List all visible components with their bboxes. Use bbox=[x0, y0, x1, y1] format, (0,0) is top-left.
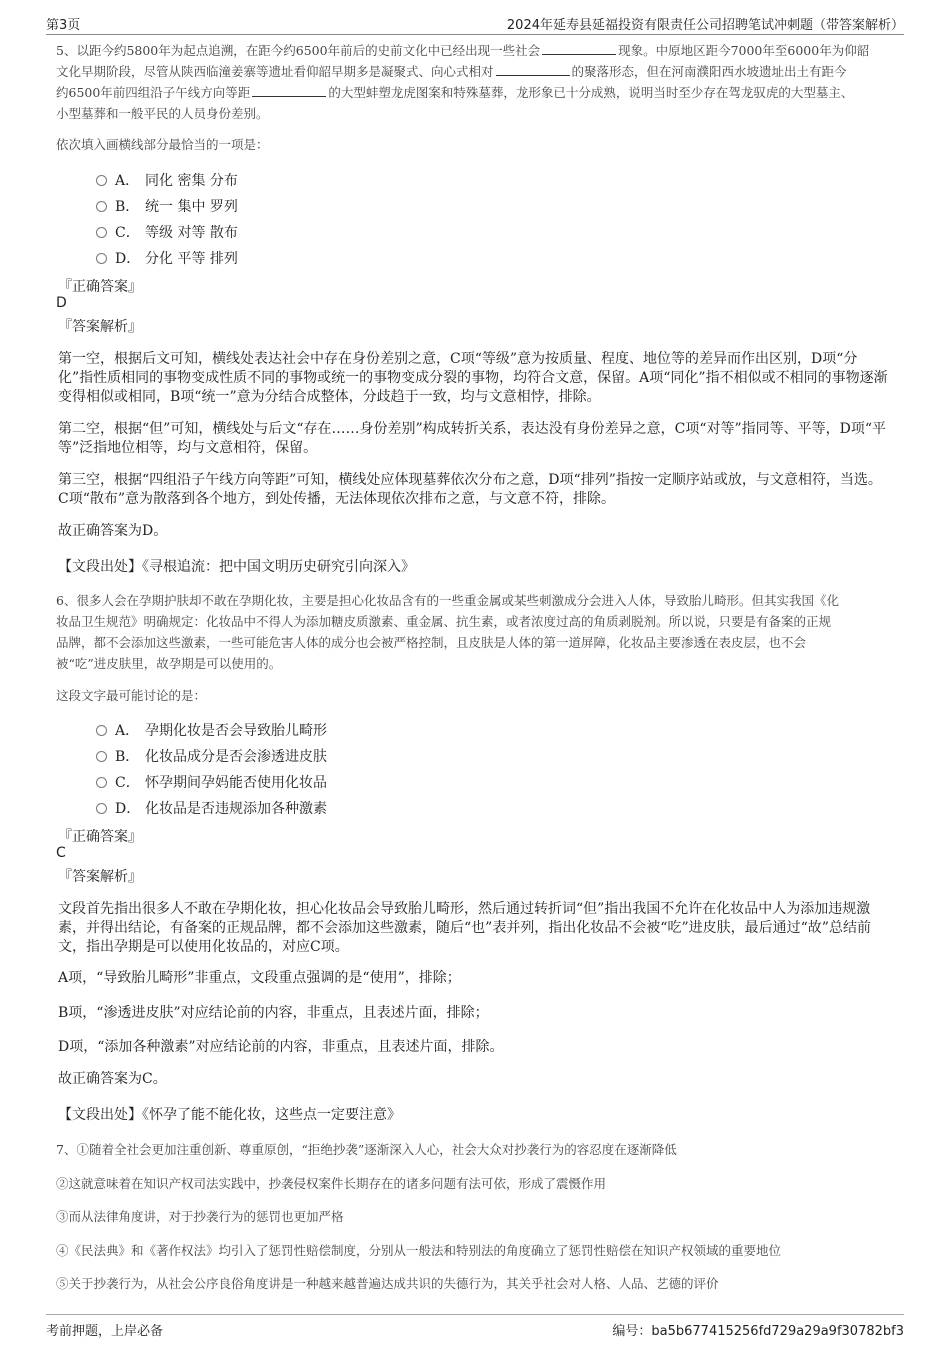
option-text: 同化 密集 分布 bbox=[145, 173, 238, 189]
q5-stem-line: 现象。中原地区距今7000年至6000年为仰韶 bbox=[618, 43, 870, 58]
option-text: 化妆品成分是否会渗透进皮肤 bbox=[145, 749, 327, 765]
q6-stem bbox=[56, 590, 894, 674]
q5-analysis-2: 第二空，根据“但”可知，横线处与后文“存在……身份差别”构成转折关系，表达没有身份差异之意，C项“对等”指同等、平等，D项“平等”泛指地位相等，均与文意相符，保留。 bbox=[58, 421, 887, 456]
q6-source: 【文段出处】《怀孕了能不能化妆，这些点一定要注意》 bbox=[58, 1107, 401, 1123]
q5-blank-3 bbox=[252, 84, 326, 97]
q7-item-3: ③而从法律角度讲，对于抄袭行为的惩罚也更加严格 bbox=[56, 1209, 344, 1224]
option-text: 统一 集中 罗列 bbox=[145, 199, 238, 215]
q5-stem-line: 小型墓葬和一般平民的人员身份差别。 bbox=[56, 106, 269, 121]
q5-analysis-3: 第三空，根据“四组沿子午线方向等距”可知，横线处应体现墓葬依次分布之意，D项“排列”指按一定顺序站或放，与文意相符，当选。C项“散布”意为散落到各个地方，到处传播，无法体现依次排布之意，与文意不符，排除。 bbox=[58, 472, 882, 507]
option-letter: A． bbox=[115, 173, 140, 189]
q7-item-2: ②这就意味着在知识产权司法实践中，抄袭侵权案件长期存在的诸多问题有法可依，形成了震慑作用 bbox=[56, 1176, 607, 1191]
q5-option-d[interactable] bbox=[96, 248, 238, 270]
radio-icon[interactable] bbox=[96, 803, 107, 814]
radio-icon[interactable] bbox=[96, 201, 107, 212]
q6-prompt: 这段文字最可能讨论的是： bbox=[56, 688, 207, 703]
q5-analysis-conclusion: 故正确答案为D。 bbox=[58, 523, 168, 539]
option-text: 化妆品是否违规添加各种激素 bbox=[145, 801, 327, 817]
q5-blank-1 bbox=[542, 42, 616, 55]
document-title: 2024年延寿县延福投资有限责任公司招聘笔试冲刺题（带答案解析） bbox=[506, 18, 904, 33]
footer-slogan: 考前押题，上岸必备 bbox=[46, 1324, 164, 1339]
q6-analysis-4: D项，“添加各种激素”对应结论前的内容，非重点，且表述片面，排除。 bbox=[58, 1039, 504, 1055]
q6-stem-line: 妆品卫生规范》明确规定：化妆品中不得人为添加糖皮质激素、重金属、抗生素，或者浓度过高的角质剥脱剂。所以说，只要是有备案的正规 bbox=[56, 614, 832, 629]
q6-answer: C bbox=[56, 845, 66, 861]
q6-stem-line: 6、很多人会在孕期护肤却不敢在孕期化妆，主要是担心化妆品含有的一些重金属或某些刺激成分会进入人体，导致胎儿畸形。但其实我国《化 bbox=[56, 593, 839, 608]
q5-option-b[interactable] bbox=[96, 196, 238, 218]
q6-stem-line: 被“吃”进皮肤里，故孕期是可以使用的。 bbox=[56, 656, 282, 671]
q5-option-a[interactable] bbox=[96, 170, 238, 192]
q5-answer-label: 『正确答案』 bbox=[58, 279, 142, 295]
q5-stem-line: 5、以距今约5800年为起点追溯，在距今约6500年前后的史前文化中已经出现一些社会 bbox=[56, 43, 541, 58]
q6-analysis-1: 文段首先指出很多人不敢在孕期化妆，担心化妆品会导致胎儿畸形，然后通过转折词“但”指出我国不允许在化妆品中人为添加违规激素，并得出结论，有备案的正规品牌，都不会添加这些激素，随后“也”表并列，指出化妆品不会被“吃”进皮肤，最后通过“故”总结前文，指出孕期是可以使用化妆品的，对应C项。 bbox=[58, 901, 871, 955]
q7-item-1: 7、①随着全社会更加注重创新、尊重原创，“拒绝抄袭”逐渐深入人心，社会大众对抄袭行为的容忍度在逐渐降低 bbox=[56, 1142, 677, 1157]
q5-stem-line: 文化早期阶段，尽管从陕西临潼姜寨等遗址看仰韶早期多是凝聚式、向心式相对 bbox=[56, 64, 494, 79]
option-text: 分化 平等 排列 bbox=[145, 251, 238, 267]
q6-answer-label: 『正确答案』 bbox=[58, 829, 142, 845]
q6-analysis-label: 『答案解析』 bbox=[58, 869, 142, 885]
option-letter: D． bbox=[115, 251, 141, 267]
page-footer bbox=[46, 1314, 904, 1337]
option-letter: D． bbox=[115, 801, 141, 817]
q5-stem bbox=[56, 40, 894, 124]
q5-analysis-1: 第一空，根据后文可知，横线处表达社会中存在身份差别之意，C项“等级”意为按质量、程度、地位等的差异而作出区别，D项“分化”指性质相同的事物变成性质不同的事物或统一的事物变成分裂的事物，均符合文意，保留。A项“同化”指不相似或不相同的事物逐渐变得相似或相同，B项“统一”意为分结合成整体，分歧趋于一致，均与文意相悖，排除。 bbox=[58, 351, 888, 405]
q5-option-c[interactable] bbox=[96, 222, 238, 244]
page-number: 第3页 bbox=[46, 18, 81, 33]
radio-icon[interactable] bbox=[96, 725, 107, 736]
q5-source: 【文段出处】《寻根追流：把中国文明历史研究引向深入》 bbox=[58, 559, 415, 575]
page-header bbox=[46, 14, 904, 35]
option-text: 等级 对等 散布 bbox=[145, 225, 238, 241]
q6-option-b[interactable] bbox=[96, 746, 327, 768]
q6-option-a[interactable] bbox=[96, 720, 327, 742]
radio-icon[interactable] bbox=[96, 227, 107, 238]
option-letter: A． bbox=[115, 723, 140, 739]
q6-analysis-conclusion: 故正确答案为C。 bbox=[58, 1071, 167, 1087]
option-letter: C． bbox=[115, 225, 140, 241]
radio-icon[interactable] bbox=[96, 253, 107, 264]
radio-icon[interactable] bbox=[96, 777, 107, 788]
q5-prompt: 依次填入画横线部分最恰当的一项是： bbox=[56, 137, 269, 152]
q6-analysis-2: A项，“导致胎儿畸形”非重点，文段重点强调的是“使用”，排除； bbox=[58, 970, 461, 986]
radio-icon[interactable] bbox=[96, 751, 107, 762]
q6-stem-line: 品牌，都不会添加这些激素，一些可能危害人体的成分也会被严格控制，且皮肤是人体的第一道屏障，化妆品主要渗透在表皮层，也不会 bbox=[56, 635, 807, 650]
option-letter: B． bbox=[115, 199, 140, 215]
option-text: 孕期化妆是否会导致胎儿畸形 bbox=[145, 723, 327, 739]
q5-analysis-label: 『答案解析』 bbox=[58, 319, 142, 335]
option-letter: B． bbox=[115, 749, 140, 765]
q6-analysis-3: B项，“渗透进皮肤”对应结论前的内容，非重点，且表述片面，排除； bbox=[58, 1005, 489, 1021]
q5-stem-line: 的聚落形态，但在河南濮阳西水坡遗址出土有距今 bbox=[571, 64, 847, 79]
q5-blank-2 bbox=[496, 63, 570, 76]
q5-stem-line: 约6500年前四组沿子午线方向等距 bbox=[56, 85, 251, 100]
radio-icon[interactable] bbox=[96, 175, 107, 186]
footer-serial: 编号：ba5b677415256fd729a29a9f30782bf3 bbox=[612, 1324, 904, 1339]
q7-item-4: ④《民法典》和《著作权法》均引入了惩罚性赔偿制度，分别从一般法和特别法的角度确立了惩罚性赔偿在知识产权领域的重要地位 bbox=[56, 1243, 782, 1258]
q5-stem-line: 的大型蚌塑龙虎图案和特殊墓葬，龙形象已十分成熟，说明当时至少存在驾龙驭虎的大型墓主、 bbox=[328, 85, 854, 100]
option-text: 怀孕期间孕妈能否使用化妆品 bbox=[145, 775, 327, 791]
option-letter: C． bbox=[115, 775, 140, 791]
q6-option-c[interactable] bbox=[96, 772, 327, 794]
q5-answer: D bbox=[56, 295, 67, 311]
q7-item-5: ⑤关于抄袭行为，从社会公序良俗角度讲是一种越来越普遍达成共识的失德行为，其关乎社会对人格、人品、艺德的评价 bbox=[56, 1276, 719, 1291]
q6-option-d[interactable] bbox=[96, 798, 327, 820]
